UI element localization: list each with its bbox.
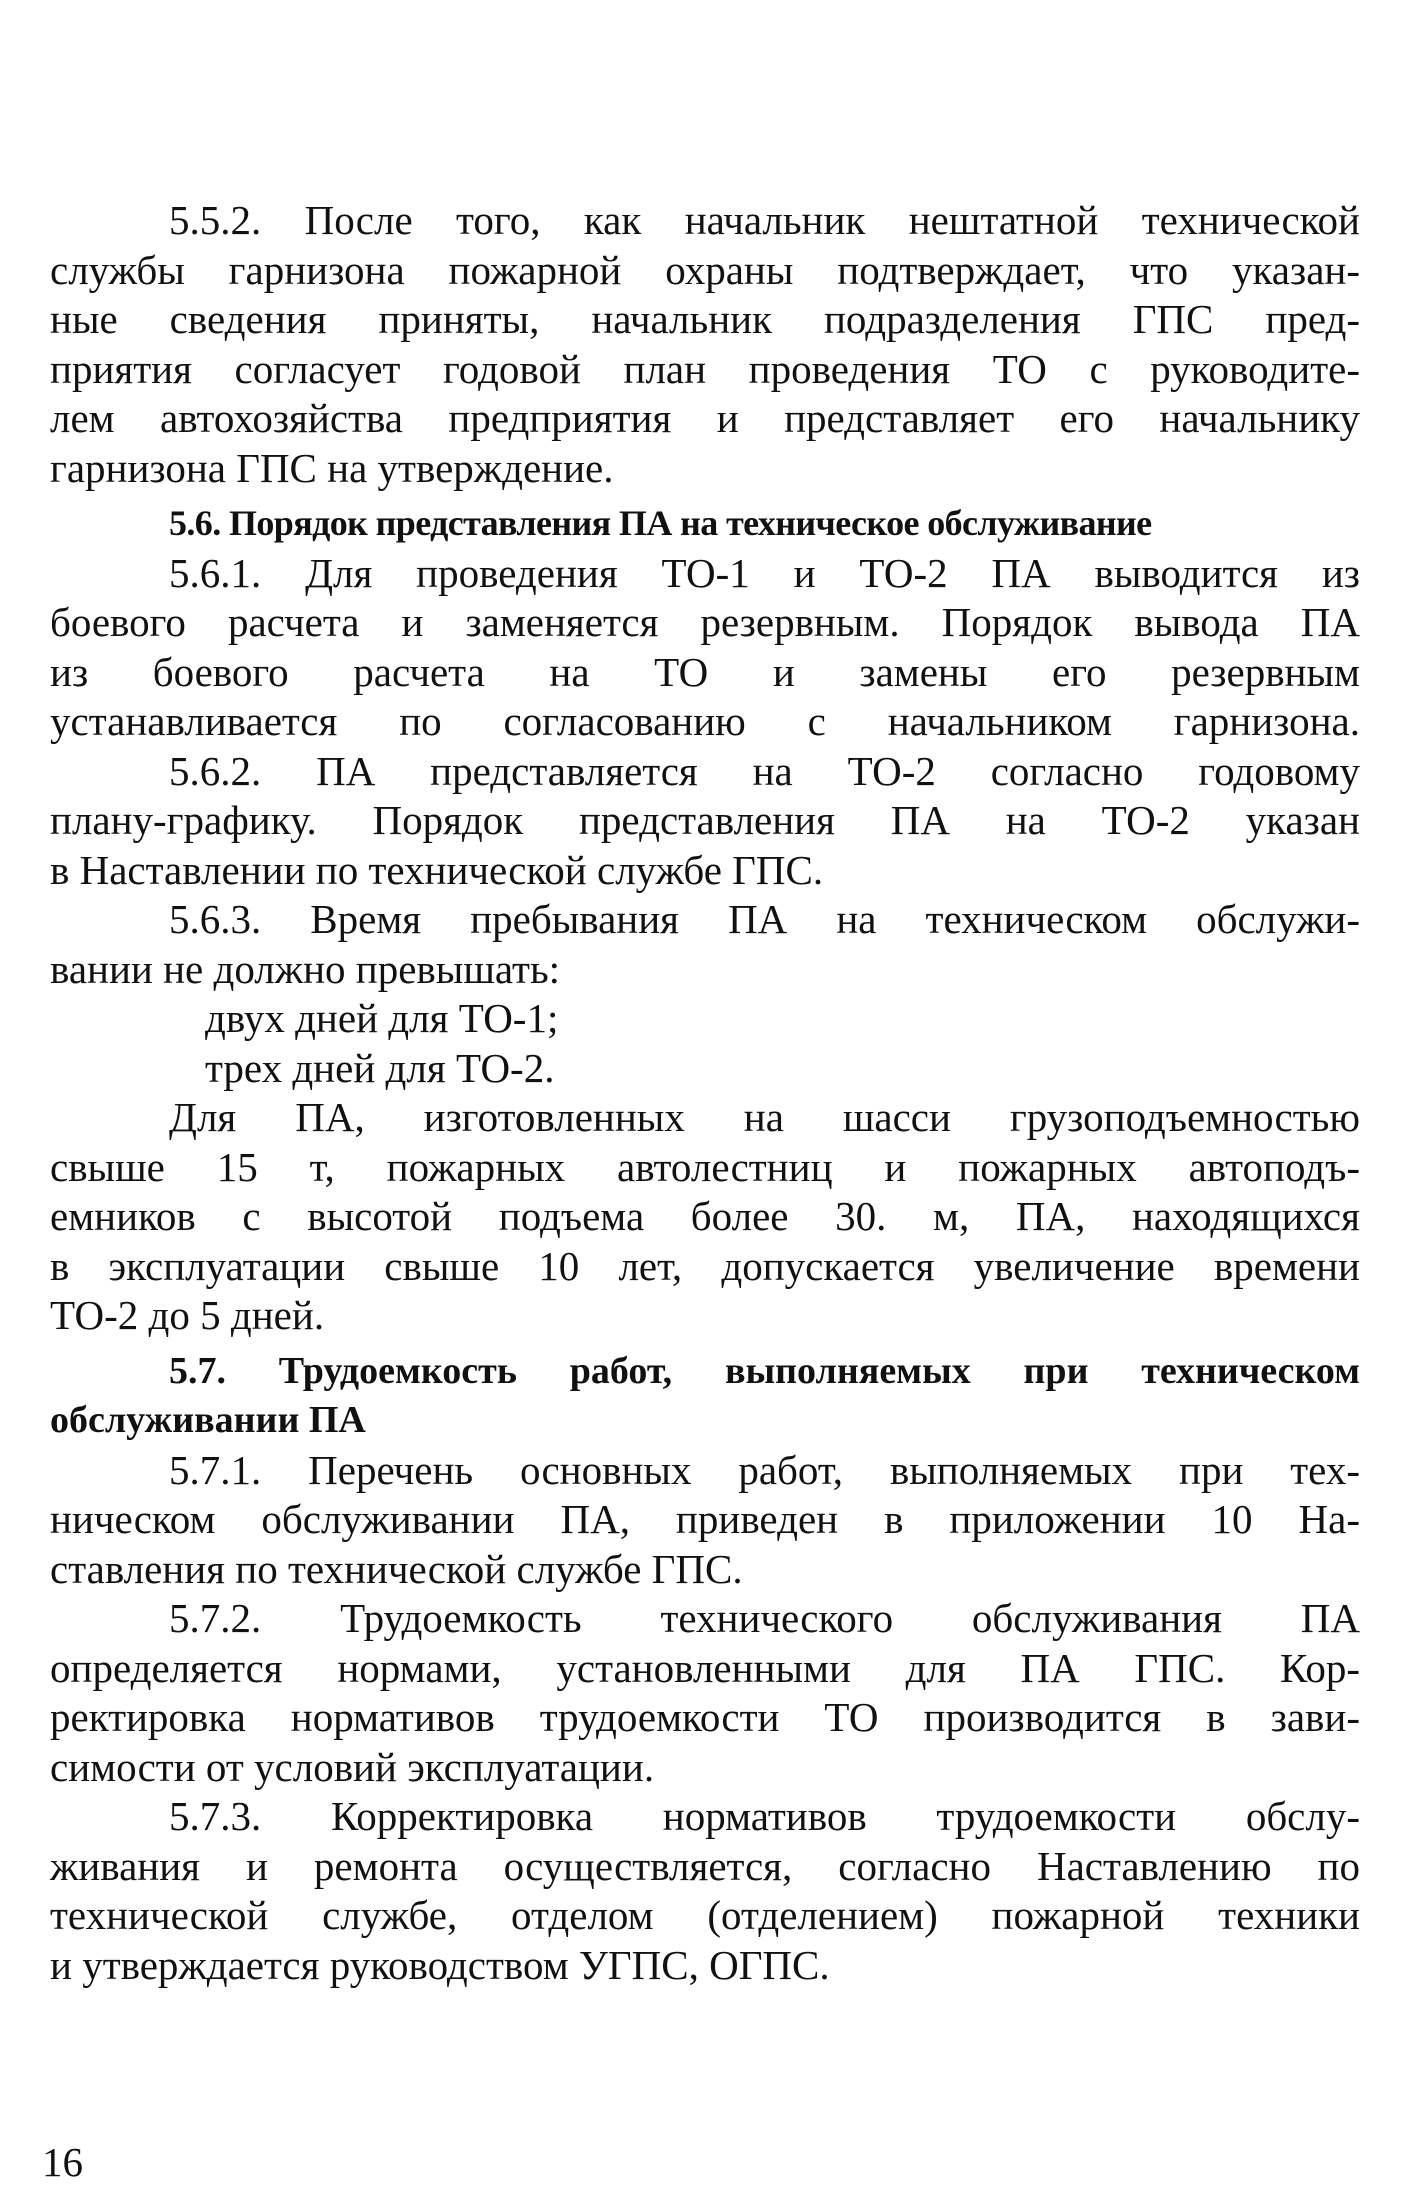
page-number: 16 [42, 2139, 83, 2185]
paragraph-5-7-3 [50, 1792, 1360, 1990]
text-line: гарнизона ГПС на утверждение. [50, 444, 614, 491]
paragraph-5-6-1 [50, 549, 1360, 747]
list-item: трех дней для ТО-2. [205, 1044, 555, 1091]
text-line: ректировка нормативов трудоемкости ТО производится в зави- [50, 1694, 1360, 1740]
text-line: живания и ремонта осуществляется, согласно Наставлению по [50, 1842, 1360, 1889]
text-line: 5.6.3. Время пребывания ПА на техническом обслужи- [169, 896, 1360, 942]
text-line: ническом обслуживании ПА, приведен в приложении 10 На- [50, 1496, 1360, 1542]
text-line: емников с высотой подъема более 30. м, ПА, находящихся [50, 1193, 1360, 1239]
list-item: двух дней для ТО-1; [205, 995, 559, 1041]
text-line: определяется нормами, установленными для ПА ГПС. Кор- [50, 1644, 1360, 1691]
text-line: в эксплуатации свыше 10 лет, допускается увеличение времени [50, 1242, 1360, 1289]
paragraph-pa-exception [50, 1093, 1360, 1341]
text-line: ТО-2 до 5 дней. [50, 1292, 325, 1338]
text-line: боевого расчета и заменяется резервным. Порядок вывода ПА [50, 599, 1360, 645]
text-line: ные сведения приняты, начальник подразделения ГПС пред- [50, 296, 1360, 342]
text-line: Для ПА, изготовленных на шасси грузоподъемностью [169, 1094, 1360, 1140]
text-line: 5.6.2. ПА представляется на ТО-2 согласно годовому [169, 747, 1360, 794]
heading-line: обслуживании ПА [50, 1399, 366, 1441]
text-line: 5.6.1. Для проведения ТО-1 и ТО-2 ПА выводится из [169, 549, 1360, 596]
text-line: свыше 15 т, пожарных автолестниц и пожарных автоподъ- [50, 1143, 1360, 1190]
text-line: и утверждается руководством УГПС, ОГПС. [50, 1941, 830, 1988]
text-line: вании не должно превышать: [50, 945, 561, 992]
text-line: симости от условий эксплуатации. [50, 1743, 655, 1790]
duration-list [50, 994, 1360, 1093]
document-page [50, 196, 1360, 1990]
section-heading-5-6 [50, 499, 1360, 549]
paragraph-5-6-2 [50, 747, 1360, 896]
paragraph-5-6-3 [50, 895, 1360, 994]
text-line: из боевого расчета на ТО и замены его резервным [50, 648, 1360, 695]
heading-line: 5.7. Трудоемкость работ, выполняемых при техническом [169, 1349, 1360, 1392]
paragraph-5-7-2 [50, 1594, 1360, 1792]
paragraph-5-7-1 [50, 1446, 1360, 1595]
text-line: 5.5.2. После того, как начальник нештатной технической [169, 197, 1360, 243]
text-line: службы гарнизона пожарной охраны подтверждает, что указан- [50, 246, 1360, 293]
text-line: устанавливается по согласованию с начальником гарнизона. [50, 698, 1360, 744]
text-line: 5.7.1. Перечень основных работ, выполняемых при тех- [169, 1446, 1360, 1493]
section-heading-5-7 [50, 1347, 1360, 1446]
text-line: 5.7.3. Корректировка нормативов трудоемкости обслу- [169, 1793, 1360, 1839]
heading-line: 5.6. Порядок представления ПА на техническое обслуживание [169, 503, 1152, 543]
text-line: ставления по технической службе ГПС. [50, 1545, 743, 1592]
text-line: технической службе, отделом (отделением) пожарной техники [50, 1892, 1360, 1938]
paragraph-5-5-2 [50, 196, 1360, 493]
text-line: лем автохозяйства предприятия и представляет его начальнику [50, 395, 1360, 441]
text-line: плану-графику. Порядок представления ПА на ТО-2 указан [50, 797, 1360, 843]
text-line: 5.7.2. Трудоемкость технического обслуживания ПА [169, 1595, 1360, 1641]
text-line: в Наставлении по технической службе ГПС. [50, 846, 824, 893]
text-line: приятия согласует годовой план проведения ТО с руководите- [50, 345, 1360, 392]
